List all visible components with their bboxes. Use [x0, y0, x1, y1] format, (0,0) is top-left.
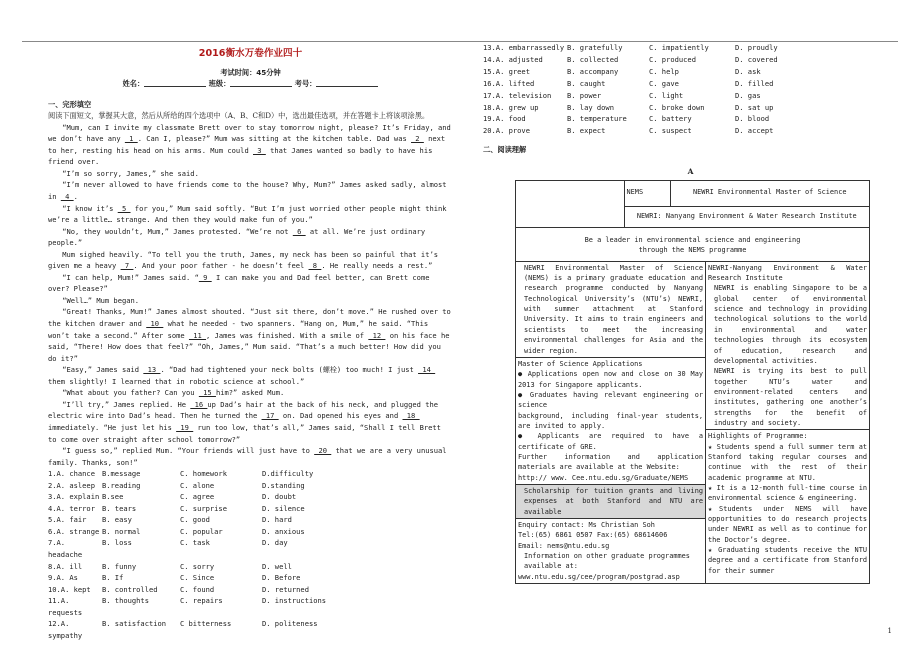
application-url[interactable]: http:// www. Cee.ntu.edu.sg/Graduate/NEMS — [518, 473, 689, 482]
option-choice[interactable]: C. alone — [180, 480, 215, 490]
passage-text: next to her, resting his head on his arms. Mum could — [48, 134, 446, 155]
nems-full-name: NEWRI Environmental Master of Science — [670, 181, 869, 206]
option-choice[interactable]: 8.A. ill — [48, 561, 83, 571]
cloze-instruction: 阅读下面短文，掌握其大意，然后从所给的四个选项中（A、B、C和D）中，选出最佳选项，并在答题卡上将该项涂黑。 — [48, 111, 430, 121]
option-choice[interactable]: 7.A. headache — [48, 538, 83, 559]
option-choice[interactable]: C. popular — [180, 526, 223, 536]
option-row — [48, 514, 453, 526]
passage-text: . “Dad had tightened your neck bolts (螺栓) too much! I just — [160, 365, 419, 375]
left-column — [48, 48, 453, 641]
option-row — [48, 561, 453, 573]
intro-text: NEWRI Environmental Master of Science (NEMS) is a primary graduate education and research programme conducted by Nanyang Technological University’s (NTU’s) NEWRI, with summer attachment at Stanford University. It aims to train engineers and scientists to meet the increasing environmental challenges for Asia and the wider region. — [524, 263, 703, 355]
applications-cell — [516, 357, 706, 484]
passage-text: I can make you and Dad feel better, can Brett come over? Please?” — [48, 272, 430, 294]
highlight-4: ★ Graduating students receive the NTU degree and a certificate from Stanford for their summer — [708, 546, 867, 575]
class-label: 班级： — [208, 79, 231, 89]
banner-line-2: through the NEMS programme — [638, 246, 747, 255]
passage-text: that we are a very unusual family. Thanks, son!” — [48, 446, 447, 467]
number-blank[interactable] — [316, 79, 378, 87]
option-choice[interactable]: D. hard — [262, 515, 292, 525]
option-row — [48, 537, 453, 560]
newri-cell — [706, 261, 870, 430]
option-choice[interactable]: C bitterness — [180, 619, 232, 629]
passage-text: up Dad’s hair at the back of his neck, and plugged the electric wire into Dad’s head. Then he turned the — [48, 399, 439, 421]
name-blank[interactable] — [144, 79, 206, 87]
passage-text: “Great! Thanks, Mum!” James almost shouted. “Just sit there, don’t move.” He rushed over to the kitchen drawer and — [48, 307, 451, 329]
option-row — [483, 78, 898, 90]
option-choice[interactable]: 14.A. adjusted — [483, 54, 543, 64]
newri-full-name: NEWRI: Nanyang Environment & Water Research Institute — [636, 211, 857, 220]
passage-text: “I know it’s — [62, 203, 118, 213]
passage-text: . And your poor father - he doesn’t feel — [133, 261, 309, 271]
option-choice[interactable]: C. homework — [180, 469, 227, 479]
option-choice[interactable]: 3.A. explain — [48, 492, 100, 502]
option-choice[interactable]: 1.A. chance — [48, 469, 95, 479]
name-label: 姓名： — [122, 79, 145, 89]
option-choice[interactable]: D.standing — [262, 480, 305, 490]
nems-header-cell — [516, 181, 870, 228]
blank-number[interactable]: 5 — [117, 203, 131, 213]
option-choice[interactable]: D. filled — [735, 78, 774, 88]
number-label: 考号： — [294, 79, 317, 89]
option-row — [48, 468, 453, 480]
option-choice[interactable]: D.difficulty — [262, 469, 314, 479]
option-choice[interactable]: D. instructions — [262, 596, 327, 606]
option-choice[interactable]: C. light — [649, 90, 684, 100]
passage-paragraph — [48, 122, 453, 168]
blank-number[interactable]: 6 — [292, 226, 306, 236]
contact-info: Information on other graduate programmes available at: — [524, 552, 690, 571]
option-choice[interactable]: 16.A. lifted — [483, 78, 535, 88]
option-row — [48, 503, 453, 515]
passage-text: on. Dad opened his eyes and — [278, 411, 403, 421]
passage-text: “I’m so sorry, James,” she said. — [62, 168, 199, 178]
class-blank[interactable] — [230, 79, 292, 87]
option-choice[interactable]: 13.A. embarrassedly — [483, 43, 565, 52]
section-reading-heading: 二、阅读理解 — [483, 145, 527, 155]
option-choice[interactable]: 20.A. prove — [483, 126, 530, 136]
passage-a-letter: A — [687, 167, 694, 177]
option-choice[interactable]: C. broke down — [649, 102, 705, 112]
option-choice[interactable]: D. anxious — [262, 526, 305, 536]
section-cloze-heading: 一、完形填空 — [48, 99, 92, 109]
passage-paragraph — [48, 179, 453, 202]
option-choice[interactable]: B. normal — [102, 526, 141, 536]
applications-title: Master of Science Applications — [518, 359, 643, 368]
blank-number[interactable]: 4 — [60, 192, 74, 202]
option-choice[interactable]: B. satisfaction — [102, 619, 167, 629]
passage-text: them slightly! I learned that in robotic science at school.” — [48, 376, 305, 386]
passage-text: immediately. “He just let his — [48, 422, 177, 432]
option-choice[interactable]: C. surprise — [180, 503, 227, 513]
passage-text: run too low, that’s all,” James said, “Shall I tell Brett to come over straight after school tomorrow?” — [48, 422, 441, 444]
blank-number[interactable]: 11 — [188, 330, 207, 340]
option-choice[interactable]: B. easy — [102, 515, 132, 525]
option-choice[interactable]: 11.A. requests — [48, 596, 83, 617]
option-row — [483, 113, 898, 125]
passage-text: “Easy,” James said — [62, 365, 144, 375]
option-choice[interactable]: C. good — [180, 515, 210, 525]
option-choice[interactable]: B.see — [102, 492, 124, 502]
application-item-2: ● Graduates having relevant engineering or science — [518, 390, 703, 410]
option-choice[interactable]: D. accept — [735, 126, 774, 136]
passage-paragraph — [48, 399, 453, 445]
passage-paragraph — [48, 226, 453, 249]
option-choice[interactable]: 5.A. fair — [48, 515, 87, 525]
option-choice[interactable]: 19.A. food — [483, 114, 526, 124]
option-choice[interactable]: B. loss — [102, 538, 132, 548]
option-choice[interactable]: 6.A. strange — [48, 526, 100, 536]
highlight-2: ★ It is a 12-month full-time course in environmental science & engineering. — [708, 483, 867, 503]
passage-text: Mum sighed heavily. “To tell you the truth, James, my neck has been so painful that it’s given me a heavy — [48, 249, 439, 271]
option-row — [483, 90, 898, 102]
blank-number[interactable]: 16 — [190, 399, 208, 409]
passage-paragraph — [48, 445, 453, 468]
option-choice[interactable]: 18.A. grew up — [483, 102, 539, 112]
blank-number[interactable]: 18 — [402, 411, 420, 421]
option-choice[interactable]: 2.A. asleep — [48, 480, 95, 490]
passage-text: for you,” Mum said softly. “But I’m just worried other people might think we’re a little… strange. And then they would make fun of you.” — [48, 203, 447, 225]
option-choice[interactable]: D. blood — [735, 114, 770, 124]
blank-number[interactable]: 15 — [198, 388, 216, 398]
application-item-2b: background, including final-year students, are invited to apply. — [518, 411, 703, 430]
newri-para-1: NEWRI is enabling Singapore to be a global center of environmental science and technology in providing technological solutions to the world in environmental and water technologies through its ecosystem of education, research and developmental activities. — [714, 284, 867, 365]
option-choice[interactable]: D. silence — [262, 503, 305, 513]
option-choice[interactable]: 9.A. As — [48, 573, 78, 583]
nems-logo-text: NEMS — [624, 181, 670, 206]
option-choice[interactable]: C. sorry — [180, 561, 215, 571]
intro-cell — [516, 261, 706, 357]
option-choice[interactable]: C. task — [180, 538, 210, 548]
option-choice[interactable]: D. covered — [735, 54, 778, 64]
option-row — [48, 572, 453, 584]
option-choice[interactable]: C. gave — [649, 78, 679, 88]
passage-text: at all. We’re just ordinary people.” — [48, 226, 426, 248]
option-choice[interactable]: D. day — [262, 538, 288, 548]
option-choice[interactable]: 17.A. television — [483, 90, 552, 100]
option-row — [483, 42, 898, 54]
blank-number[interactable]: 19 — [176, 422, 194, 432]
highlight-3: ★Students under NEMS will have opportunities to do research projects under NEWRI as well as to continue for the Doctor’s degree. — [708, 504, 867, 544]
passage-text: on his face he said, “There! How does that feel?” “Oh, James,” Mum said. “That’s a much better! How did you do it?” — [48, 330, 450, 363]
passage-text: what he needed - two spanners. “Hang on, Mum,” he said. “This won’t take a second.” After some — [48, 319, 429, 340]
passage-text: “I’ll try,” James replied. He — [62, 399, 191, 409]
passage-paragraph — [48, 249, 453, 272]
option-choice[interactable]: D. ask — [735, 66, 761, 76]
application-item-3: ● Applicants are required to have a certificate of GRE. — [518, 432, 703, 451]
option-row — [48, 480, 453, 492]
passage-text: “Well…” Mum began. — [62, 295, 140, 305]
passage-text: “What about you father? Can you — [62, 388, 199, 398]
option-row — [483, 125, 898, 137]
passage-text: “Mum, can I invite my classmate Brett over to stay tomorrow night, please? It’s Friday, and we don’t have any — [48, 122, 451, 144]
option-choice[interactable]: B.message — [102, 469, 141, 479]
blank-number[interactable]: 14 — [418, 365, 436, 375]
option-choice[interactable]: D. well — [262, 561, 292, 571]
page-number: 1 — [887, 627, 892, 635]
option-choice[interactable]: 4.A. terror — [48, 503, 95, 513]
passage-paragraph — [48, 203, 453, 226]
option-choice[interactable]: 12.A. sympathy — [48, 619, 83, 640]
passage-text: “No, they wouldn’t, Mum,” James protested. “We’re not — [62, 226, 293, 236]
blank-number[interactable]: 20 — [314, 446, 332, 456]
scholarship-cell — [516, 484, 706, 518]
passage-text: him?” asked Mum. — [215, 388, 285, 398]
passage-paragraph — [48, 306, 453, 364]
passage-paragraph — [48, 387, 453, 399]
logo-area — [516, 181, 624, 227]
option-choice[interactable]: B. funny — [102, 561, 137, 571]
blank-number[interactable]: 2 — [411, 134, 424, 144]
option-choice[interactable]: 10.A. kept — [48, 584, 91, 594]
blank-number[interactable]: 8 — [308, 261, 322, 271]
application-item-1: ● Applications open now and close on 30 May 2013 for Singapore applicants. — [518, 370, 703, 389]
contact-cell — [516, 519, 706, 584]
blank-number[interactable]: 12 — [368, 330, 386, 340]
option-row — [483, 66, 898, 78]
option-row — [48, 584, 453, 596]
option-choice[interactable]: C. impatiently — [649, 43, 709, 52]
passage-paragraph — [48, 364, 453, 387]
passage-text: . He really needs a rest.” — [321, 261, 433, 271]
option-choice[interactable]: B. temperature — [567, 114, 627, 124]
contact-phone: Tel:(65) 6861 0507 Fax:(65) 68614606 — [518, 531, 668, 540]
contact-url[interactable]: www.ntu.edu.sg/cee/program/postgrad.asp — [518, 572, 680, 581]
option-row — [48, 526, 453, 538]
option-row — [48, 595, 453, 618]
option-choice[interactable]: B. caught — [567, 78, 606, 88]
option-choice[interactable]: C. suspect — [649, 126, 692, 136]
option-choice[interactable]: B. lay down — [567, 102, 614, 112]
blank-number[interactable]: 1 — [124, 134, 138, 144]
option-choice[interactable]: B. collected — [567, 54, 619, 64]
option-choice[interactable]: B. thoughts — [102, 596, 149, 606]
option-row — [483, 102, 898, 114]
option-choice[interactable]: C. agree — [180, 492, 215, 502]
option-choice[interactable]: 15.A. greet — [483, 66, 530, 76]
option-choice[interactable]: D. doubt — [262, 492, 297, 502]
passage-text: “I’m never allowed to have friends come to the house? Why, Mum?” James asked sadly, almost in — [48, 180, 447, 202]
passage-paragraph — [48, 168, 453, 180]
passage-text: “I guess so,” replied Mum. “Your friends will just have to — [62, 446, 315, 456]
passage-paragraph — [48, 295, 453, 307]
option-choice[interactable]: C. help — [649, 66, 679, 76]
passage-text: . Can I, please?” Mum was sitting at the kitchen table. Dad was — [137, 134, 412, 144]
option-choice[interactable]: B. power — [567, 90, 602, 100]
option-choice[interactable]: C. produced — [649, 54, 696, 64]
passage-text: “I can help, Mum!” James said. “ — [62, 272, 199, 282]
cloze-options-continued — [483, 42, 898, 137]
option-choice[interactable]: D. sat up — [735, 102, 774, 112]
option-choice[interactable]: D. Before — [262, 573, 301, 583]
highlights-cell — [706, 430, 870, 584]
passage-text: , James was finished. With a smile of — [206, 330, 369, 340]
blank-number[interactable]: 9 — [198, 272, 212, 282]
newri-para-2: NEWRI is trying its best to pull together NTU’s water and environment-related centers and institutes, gathering one another’s strengths for the benefit of industry and society. — [714, 367, 867, 427]
blank-number[interactable]: 10 — [146, 319, 164, 329]
option-row — [483, 54, 898, 66]
option-choice[interactable]: B. gratefully — [567, 43, 623, 52]
passage-text: . — [73, 192, 78, 202]
banner-line-1: Be a leader in environmental science and engineering — [584, 236, 801, 245]
option-choice[interactable]: D. proudly — [735, 43, 778, 52]
option-choice[interactable]: C. found — [180, 584, 215, 594]
option-choice[interactable]: B. If — [102, 573, 124, 583]
highlights-title: Highlights of Programme: — [708, 432, 808, 441]
cloze-options — [48, 468, 453, 641]
blank-number[interactable]: 17 — [261, 411, 279, 421]
option-row — [48, 618, 453, 641]
cloze-passage — [48, 122, 453, 468]
application-item-4: Further information and application materials are available at the Website: — [518, 452, 703, 472]
option-choice[interactable]: B. accompany — [567, 66, 619, 76]
option-choice[interactable]: C. battery — [649, 114, 692, 124]
option-choice[interactable]: B.reading — [102, 480, 141, 490]
option-row — [48, 491, 453, 503]
student-info-line — [48, 78, 453, 90]
programme-banner — [516, 228, 870, 262]
nems-info-table — [515, 180, 870, 584]
exam-time: 考试时间：45分钟 — [220, 67, 281, 77]
passage-text: that James wanted so badly to have his friend over. — [48, 145, 433, 167]
blank-number[interactable]: 7 — [120, 261, 134, 271]
option-choice[interactable]: D. returned — [262, 584, 309, 594]
option-choice[interactable]: B. expect — [567, 126, 606, 136]
contact-name: Enquiry contact: Ms Christian Soh — [518, 521, 655, 529]
blank-number[interactable]: 13 — [143, 365, 161, 375]
option-choice[interactable]: D. gas — [735, 90, 761, 100]
contact-email[interactable]: Email: nems@ntu.edu.sg — [518, 541, 610, 550]
option-choice[interactable]: D. politeness — [262, 619, 318, 629]
option-choice[interactable]: C. Since — [180, 573, 215, 583]
scholarship-text: Scholarship for tuition grants and living expenses at both Stanford and NTU are available — [524, 486, 703, 516]
option-choice[interactable]: B. tears — [102, 503, 137, 513]
blank-number[interactable]: 3 — [253, 145, 266, 155]
newri-desc: NEWRI-Nanyang Environment & Water Research Institute — [708, 263, 867, 283]
exam-title: 2016衡水万卷作业四十 — [198, 48, 303, 59]
option-choice[interactable]: C. repairs — [180, 596, 223, 606]
passage-paragraph — [48, 272, 453, 295]
nems-header-table — [516, 181, 869, 227]
right-column — [483, 42, 898, 584]
option-choice[interactable]: B. controlled — [102, 584, 158, 594]
highlight-1: ★ Students spend a full summer term at Stanford taking regular courses and continue with the rest of their academic programme at NTU. — [708, 442, 867, 482]
